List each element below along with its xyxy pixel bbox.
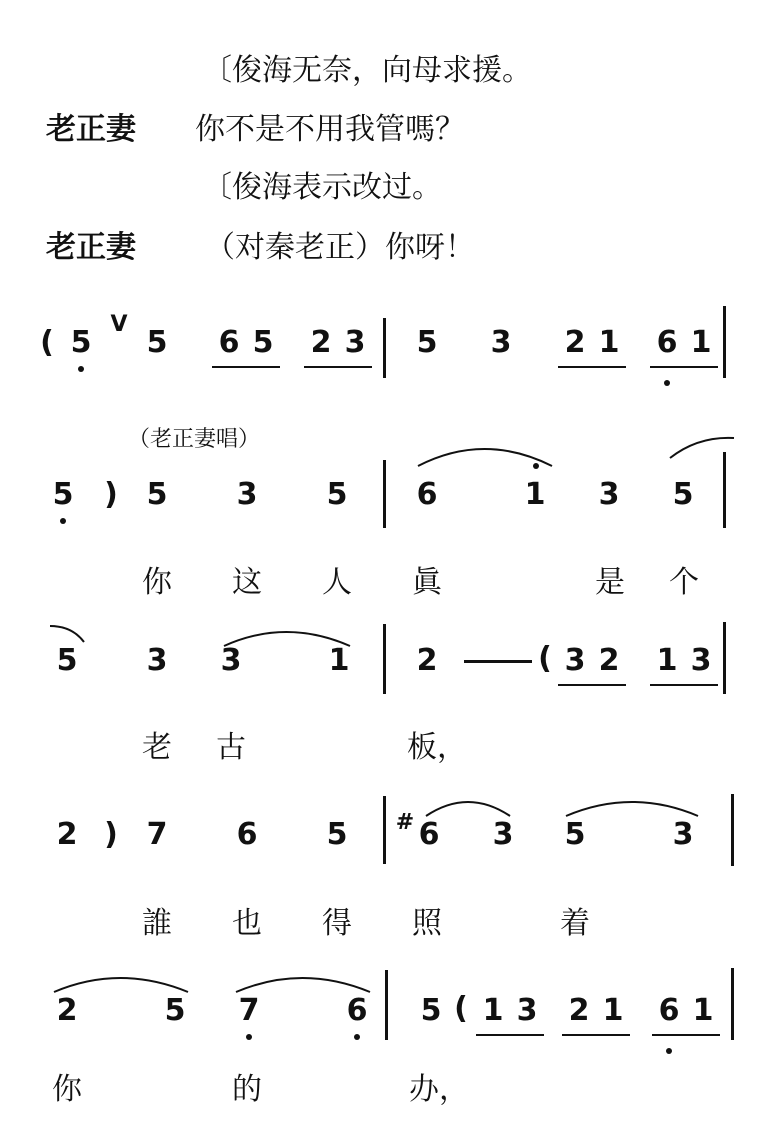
bar-line <box>723 306 726 378</box>
underline <box>650 684 718 686</box>
stage-direction: 〔俊海无奈，向母求援。 <box>202 53 532 88</box>
note: 2 <box>568 993 590 1028</box>
high-octave-dot <box>533 463 539 469</box>
note: 1 <box>690 325 712 360</box>
note: 6 <box>236 817 258 852</box>
singer-note: （老正妻唱） <box>128 427 261 452</box>
paren: ( <box>454 991 468 1026</box>
paren: ) <box>104 817 118 852</box>
note: 1 <box>524 477 546 512</box>
lyric: 个 <box>669 565 699 600</box>
lyric: 人 <box>322 565 352 600</box>
bar-line <box>383 460 386 528</box>
lyric: 办， <box>409 1072 469 1107</box>
underline <box>562 1034 630 1036</box>
lyric: 你 <box>142 565 172 600</box>
note: 3 <box>146 643 168 678</box>
lyric: 照 <box>412 906 442 941</box>
bar-line <box>385 970 388 1040</box>
stage-direction: 〔俊海表示改过。 <box>202 170 442 205</box>
note: 5 <box>164 993 186 1028</box>
bar-line <box>731 968 734 1040</box>
note: 5 <box>252 325 274 360</box>
slur <box>668 436 738 460</box>
note: 5 <box>420 993 442 1028</box>
low-octave-dot <box>60 518 66 524</box>
bar-line <box>723 452 726 528</box>
note: 3 <box>598 477 620 512</box>
note: 2 <box>310 325 332 360</box>
note: 5 <box>326 817 348 852</box>
note: 5 <box>52 477 74 512</box>
lyric: 也 <box>232 906 262 941</box>
note: 3 <box>564 643 586 678</box>
paren: ) <box>104 477 118 512</box>
lyric: 板， <box>407 730 467 765</box>
note: 3 <box>490 325 512 360</box>
slur <box>424 794 514 818</box>
paren: ( <box>40 325 54 360</box>
note: 6 <box>218 325 240 360</box>
bar-line <box>383 318 386 378</box>
bar-line <box>383 624 386 694</box>
note: 3 <box>492 817 514 852</box>
underline <box>476 1034 544 1036</box>
lyric: 誰 <box>142 906 172 941</box>
note: 5 <box>416 325 438 360</box>
note: 1 <box>692 993 714 1028</box>
note: 1 <box>602 993 624 1028</box>
note: 1 <box>328 643 350 678</box>
low-octave-dot <box>78 366 84 372</box>
lyric: 古 <box>216 730 246 765</box>
underline <box>558 366 626 368</box>
note: 6 <box>346 993 368 1028</box>
low-octave-dot <box>666 1048 672 1054</box>
sharp-sign: # <box>395 810 415 835</box>
note: 3 <box>516 993 538 1028</box>
underline <box>650 366 718 368</box>
note: 2 <box>598 643 620 678</box>
role-name: 老正妻 <box>46 230 136 265</box>
note: 1 <box>482 993 504 1028</box>
note: 3 <box>344 325 366 360</box>
underline <box>558 684 626 686</box>
bar-line <box>731 794 734 866</box>
spoken-line: （对秦老正）你呀！ <box>205 230 475 265</box>
note: 1 <box>598 325 620 360</box>
lyric: 这 <box>232 565 262 600</box>
lyric: 得 <box>322 906 352 941</box>
note: 3 <box>236 477 258 512</box>
lyric: 眞 <box>412 565 442 600</box>
underline <box>652 1034 720 1036</box>
note: 5 <box>146 477 168 512</box>
slur <box>52 970 192 994</box>
lyric: 着 <box>560 906 590 941</box>
low-octave-dot <box>246 1034 252 1040</box>
bar-line <box>723 622 726 694</box>
slur <box>234 970 374 994</box>
underline <box>304 366 372 368</box>
note: 2 <box>56 993 78 1028</box>
underline <box>212 366 280 368</box>
note: 2 <box>56 817 78 852</box>
low-octave-dot <box>354 1034 360 1040</box>
note: 7 <box>238 993 260 1028</box>
bar-line <box>383 796 386 864</box>
slur <box>48 624 88 644</box>
slur <box>564 794 702 818</box>
note: 1 <box>656 643 678 678</box>
note: 6 <box>418 817 440 852</box>
lyric: 是 <box>595 565 625 600</box>
note: 2 <box>564 325 586 360</box>
note: 2 <box>416 643 438 678</box>
note: 5 <box>56 643 78 678</box>
paren: ( <box>538 641 552 676</box>
note: 5 <box>326 477 348 512</box>
note: 6 <box>656 325 678 360</box>
note: 3 <box>672 817 694 852</box>
lyric: 的 <box>232 1072 262 1107</box>
note: 5 <box>70 325 92 360</box>
low-octave-dot <box>664 380 670 386</box>
note: 6 <box>416 477 438 512</box>
note: 6 <box>658 993 680 1028</box>
note: 7 <box>146 817 168 852</box>
note: 5 <box>564 817 586 852</box>
lyric: 你 <box>52 1072 82 1107</box>
role-name: 老正妻 <box>46 112 136 147</box>
breath-mark: V <box>110 312 128 337</box>
note: 3 <box>220 643 242 678</box>
note: 3 <box>690 643 712 678</box>
spoken-line: 你不是不用我管嗎？ <box>195 112 465 147</box>
note: 5 <box>672 477 694 512</box>
note: 5 <box>146 325 168 360</box>
lyric: 老 <box>142 730 172 765</box>
dash-sustain <box>464 660 532 663</box>
